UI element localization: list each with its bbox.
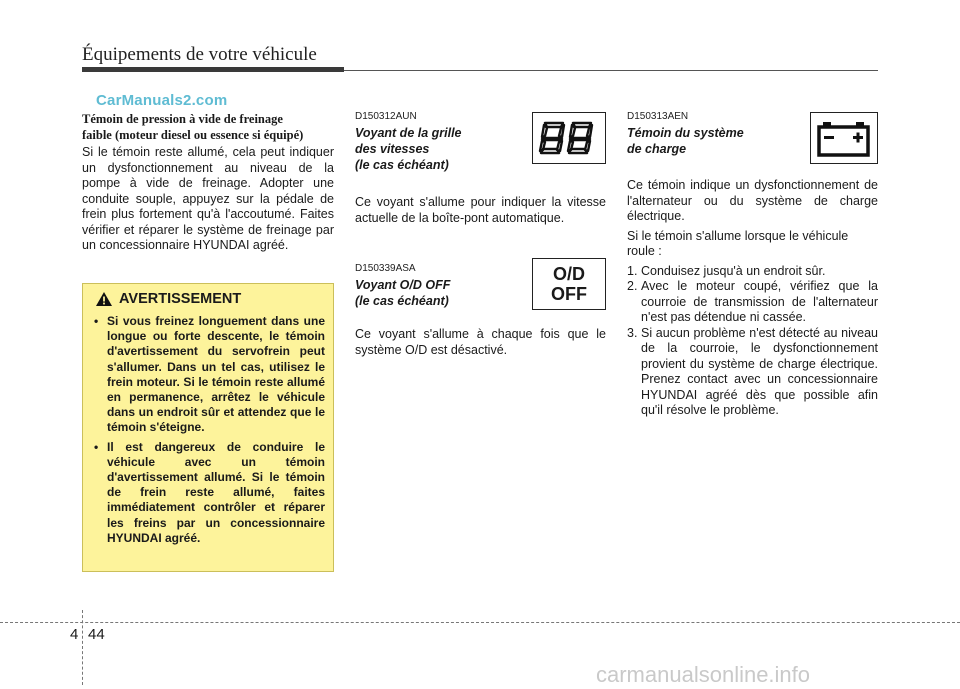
warning-box bbox=[82, 283, 334, 572]
gear-indicator-icon-box bbox=[532, 112, 606, 164]
paragraph: Ce témoin indique un dysfonctionnement de l'alternateur ou du système de charge électrique. bbox=[627, 178, 878, 223]
title-line: des vitesses bbox=[355, 142, 430, 156]
header-rule bbox=[344, 70, 878, 71]
numbered-list bbox=[627, 264, 878, 419]
section-body-gear: Ce voyant s'allume pour indiquer la vitesse actuelle de la boîte-pont automatique. bbox=[355, 195, 606, 225]
warning-heading-label: AVERTISSEMENT bbox=[119, 291, 242, 307]
footer-divider bbox=[82, 610, 83, 685]
od-icon-line: OFF bbox=[551, 284, 587, 304]
od-icon-line: O/D bbox=[552, 264, 585, 284]
list-item bbox=[627, 279, 878, 326]
battery-icon-box bbox=[810, 112, 878, 164]
title-line: (le cas échéant) bbox=[355, 158, 449, 172]
section-code-od: D150339ASA bbox=[355, 263, 416, 274]
section-title-gear bbox=[355, 125, 525, 173]
warning-list bbox=[91, 314, 325, 550]
title-line: Témoin du système bbox=[627, 126, 744, 140]
section-body-od: Ce voyant s'allume à chaque fois que le système O/D est désactivé. bbox=[355, 327, 606, 357]
title-line: Voyant de la grille bbox=[355, 126, 462, 140]
section-body-charging bbox=[627, 178, 878, 419]
page-header-title: Équipements de votre véhicule bbox=[82, 44, 317, 65]
section-code-gear: D150312AUN bbox=[355, 111, 417, 122]
title-line: Témoin de pression à vide de freinage bbox=[82, 112, 283, 126]
footer-watermark: carmanualsonline.info bbox=[596, 662, 811, 687]
list-number: 2. bbox=[627, 279, 638, 293]
watermark-text: CarManuals2.com bbox=[96, 92, 228, 109]
footer-rule bbox=[0, 622, 960, 623]
battery-icon bbox=[811, 113, 876, 162]
section-title-od bbox=[355, 277, 525, 309]
title-line: de charge bbox=[627, 142, 687, 156]
section-title-brake-vacuum bbox=[82, 111, 334, 143]
list-text: Conduisez jusqu'à un endroit sûr. bbox=[641, 263, 826, 278]
od-off-icon-box bbox=[532, 258, 606, 310]
list-text: Si aucun problème n'est détecté au niveau de la courroie, le dysfonctionnement provient du système de charge électrique. Prenez contact avec un concessionnaire HYUNDAI agréé dès que possible afin qu'il résolve le problème. bbox=[641, 325, 878, 417]
chapter-number: 4 bbox=[70, 626, 79, 643]
section-code-charging: D150313AEN bbox=[627, 111, 689, 122]
list-item bbox=[627, 264, 878, 280]
section-title-charging bbox=[627, 125, 797, 157]
paragraph: Si le témoin s'allume lorsque le véhicule roule : bbox=[627, 228, 849, 258]
list-number: 1. bbox=[627, 263, 638, 278]
title-line: faible (moteur diesel ou essence si équipé) bbox=[82, 128, 304, 142]
od-off-icon bbox=[533, 264, 605, 304]
warning-item: • Il est dangereux de conduire le véhicule avec un témoin d'avertissement allumé. Si le témoin de frein reste allumé, faites immédiatement contrôler et réparer les freins par un concessionnaire HYUNDAI agréé. bbox=[91, 440, 325, 546]
page-number: 44 bbox=[88, 626, 105, 643]
warning-triangle-icon bbox=[95, 291, 113, 307]
list-number: 3. bbox=[627, 325, 638, 340]
warning-heading bbox=[95, 291, 241, 307]
title-line: (le cas échéant) bbox=[355, 294, 449, 308]
seven-segment-gear-icon bbox=[533, 113, 604, 162]
warning-item: • Si vous freinez longuement dans une longue ou forte descente, le témoin d'avertissement du servofrein peut s'allumer. Dans un tel cas, utilisez le frein moteur. Si le témoin reste allumé en permanence, arrêtez le véhicule dans un endroit sûr et attendez que le témoin s'éteigne. bbox=[91, 314, 325, 436]
title-line: Voyant O/D OFF bbox=[355, 278, 451, 292]
list-item bbox=[627, 326, 878, 419]
list-text: Avec le moteur coupé, vérifiez que la courroie de transmission de l'alternateur n'est pas détendue ni cassée. bbox=[641, 279, 878, 324]
section-body-brake-vacuum: Si le témoin reste allumé, cela peut indiquer un dysfonctionnement au niveau de la pompe à vide de freinage. Adopter une conduite souple, appuyez sur la pédale de frein plus fortement qu'à l'accoutumé. Faites vérifier et réparer le système de freinage par un concessionnaire HYUNDAI agréé. bbox=[82, 145, 334, 252]
header-bar bbox=[82, 67, 344, 72]
